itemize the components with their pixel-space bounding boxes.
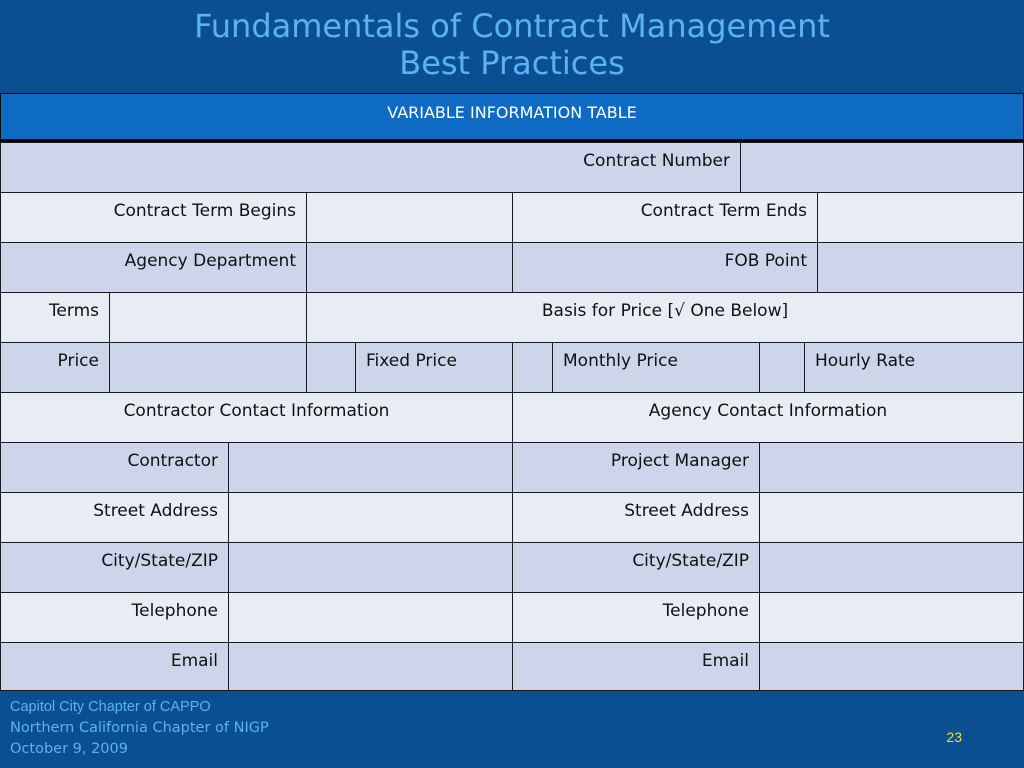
agency-street-address-label: Street Address [512, 492, 760, 543]
contractor-field[interactable] [228, 442, 513, 493]
agency-city-state-zip-label: City/State/ZIP [512, 542, 760, 593]
terms-field[interactable] [109, 292, 307, 343]
contractor-city-state-zip-label: City/State/ZIP [0, 542, 229, 593]
contract-term-ends-label: Contract Term Ends [512, 192, 818, 243]
footer-line-2: Northern California Chapter of NIGP [10, 720, 269, 736]
agency-department-label: Agency Department [0, 242, 307, 293]
monthly-price-label: Monthly Price [552, 342, 760, 393]
fob-point-label: FOB Point [512, 242, 818, 293]
contract-term-begins-label: Contract Term Begins [0, 192, 307, 243]
fob-point-field[interactable] [817, 242, 1024, 293]
contractor-street-address-field[interactable] [228, 492, 513, 543]
title-line-1: Fundamentals of Contract Management [194, 7, 830, 45]
fixed-price-label: Fixed Price [355, 342, 513, 393]
terms-label: Terms [0, 292, 110, 343]
contractor-label: Contractor [0, 442, 229, 493]
contract-number-label: Contract Number [0, 142, 741, 193]
contract-term-ends-field[interactable] [817, 192, 1024, 243]
agency-telephone-field[interactable] [759, 592, 1024, 643]
contractor-telephone-label: Telephone [0, 592, 229, 643]
basis-for-price-label: Basis for Price [√ One Below] [306, 292, 1024, 343]
contractor-street-address-label: Street Address [0, 492, 229, 543]
contractor-city-state-zip-field[interactable] [228, 542, 513, 593]
footer-line-3: October 9, 2009 [10, 741, 128, 757]
slide-footer [10, 697, 269, 760]
contractor-telephone-field[interactable] [228, 592, 513, 643]
table-header: VARIABLE INFORMATION TABLE [0, 93, 1024, 142]
agency-email-field[interactable] [759, 642, 1024, 691]
hourly-rate-label: Hourly Rate [804, 342, 1024, 393]
agency-telephone-label: Telephone [512, 592, 760, 643]
project-manager-field[interactable] [759, 442, 1024, 493]
monthly-price-checkbox[interactable] [512, 342, 553, 393]
agency-city-state-zip-field[interactable] [759, 542, 1024, 593]
price-field[interactable] [109, 342, 307, 393]
contractor-email-field[interactable] [228, 642, 513, 691]
contractor-email-label: Email [0, 642, 229, 691]
price-label: Price [0, 342, 110, 393]
page-number: 23 [946, 729, 962, 745]
title-line-2: Best Practices [399, 44, 625, 82]
footer-line-1: Capitol City Chapter of CAPPO [10, 699, 211, 715]
fixed-price-checkbox[interactable] [306, 342, 356, 393]
slide-title [0, 0, 1024, 92]
agency-street-address-field[interactable] [759, 492, 1024, 543]
hourly-rate-checkbox[interactable] [759, 342, 805, 393]
agency-email-label: Email [512, 642, 760, 691]
contract-term-begins-field[interactable] [306, 192, 513, 243]
contractor-contact-info-heading: Contractor Contact Information [0, 392, 513, 443]
agency-contact-info-heading: Agency Contact Information [512, 392, 1024, 443]
agency-department-field[interactable] [306, 242, 513, 293]
variable-information-table [0, 93, 1024, 691]
project-manager-label: Project Manager [512, 442, 760, 493]
contract-number-field[interactable] [740, 142, 1024, 193]
